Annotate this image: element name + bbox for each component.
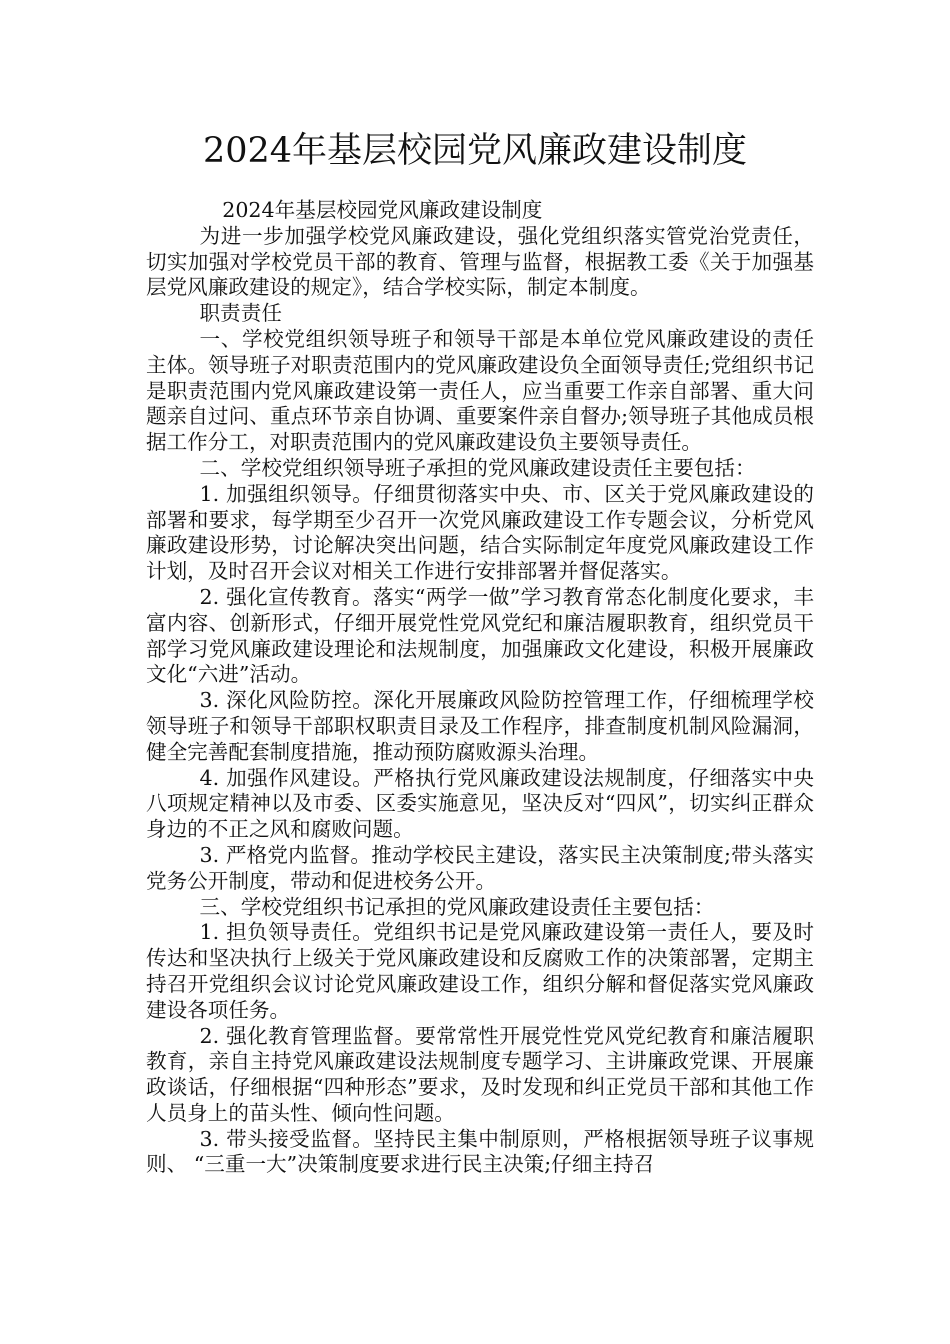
section-heading-responsibility: 职责责任 bbox=[199, 301, 282, 326]
paragraph-item-accept-supervision: 3. 带头接受监督。坚持民主集中制原则，严格根据领导班子议事规则、 “三重一大”决策制度要求进行民主决策;仔细主持召 bbox=[146, 1126, 814, 1177]
paragraph-item-organization: 1. 加强组织领导。仔细贯彻落实中央、市、区关于党风廉政建设的部署和要求，每学期至少召开一次党风廉政建设工作专题会议，分析党风廉政建设形势，讨论解决突出问题，结合实际制定年度党风廉政建设工作计划，及时召开会议对相关工作进行安排部署并督促落实。 bbox=[146, 481, 814, 584]
paragraph-item-supervision: 3. 严格党内监督。推动学校民主建设，落实民主决策制度;带头落实党务公开制度，带动和促进校务公开。 bbox=[146, 842, 814, 893]
paragraph-section-1: 一、学校党组织领导班子和领导干部是本单位党风廉政建设的责任主体。领导班子对职责范围内的党风廉政建设负全面领导责任;党组织书记是职责范围内党风廉政建设第一责任人，应当重要工作亲自部署、重大问题亲自过问、重点环节亲自协调、重要案件亲自督办;领导班子其他成员根据工作分工，对职责范围内的党风廉政建设负主要领导责任。 bbox=[146, 326, 814, 455]
paragraph-item-risk-control: 3. 深化风险防控。深化开展廉政风险防控管理工作，仔细梳理学校领导班子和领导干部职权职责目录及工作程序，排查制度机制风险漏洞，健全完善配套制度措施，推动预防腐败源头治理。 bbox=[146, 688, 814, 764]
document-body bbox=[146, 198, 814, 1178]
paragraph-intro: 为进一步加强学校党风廉政建设，强化党组织落实管党治党责任，切实加强对学校党员干部的教育、管理与监督，根据教工委《关于加强基层党风廉政建设的规定》，结合学校实际，制定本制度。 bbox=[146, 223, 814, 300]
document-title: 2024年基层校园党风廉政建设制度 bbox=[202, 131, 748, 171]
paragraph-item-leadership: 1. 担负领导责任。党组织书记是党风廉政建设第一责任人，要及时传达和坚决执行上级关于党风廉政建设和反腐败工作的决策部署，定期主持召开党组织会议讨论党风廉政建设工作，组织分解和督促落实党风廉政建设各项任务。 bbox=[146, 920, 814, 1022]
document-subtitle: 2024年基层校园党风廉政建设制度 bbox=[222, 198, 543, 222]
paragraph-item-work-style: 4. 加强作风建设。严格执行党风廉政建设法规制度，仔细落实中央八项规定精神以及市委、区委实施意见，坚决反对“四风”，切实纠正群众身边的不正之风和腐败问题。 bbox=[146, 765, 814, 842]
paragraph-section-3-heading: 三、学校党组织书记承担的党风廉政建设责任主要包括： bbox=[199, 894, 715, 919]
paragraph-section-2-heading: 二、学校党组织领导班子承担的党风廉政建设责任主要包括： bbox=[199, 455, 756, 480]
paragraph-item-education: 2. 强化宣传教育。落实“两学一做”学习教育常态化制度化要求，丰富内容、创新形式，仔细开展党性党风党纪和廉洁履职教育，组织党员干部学习党风廉政建设理论和法规制度，加强廉政文化建设，积极开展廉政文化“六进”活动。 bbox=[146, 584, 814, 687]
paragraph-item-management: 2. 强化教育管理监督。要常常性开展党性党风党纪教育和廉洁履职教育，亲自主持党风廉政建设法规制度专题学习、主讲廉政党课、开展廉政谈话，仔细根据“四种形态”要求，及时发现和纠正党员干部和其他工作人员身上的苗头性、倾向性问题。 bbox=[146, 1023, 814, 1125]
